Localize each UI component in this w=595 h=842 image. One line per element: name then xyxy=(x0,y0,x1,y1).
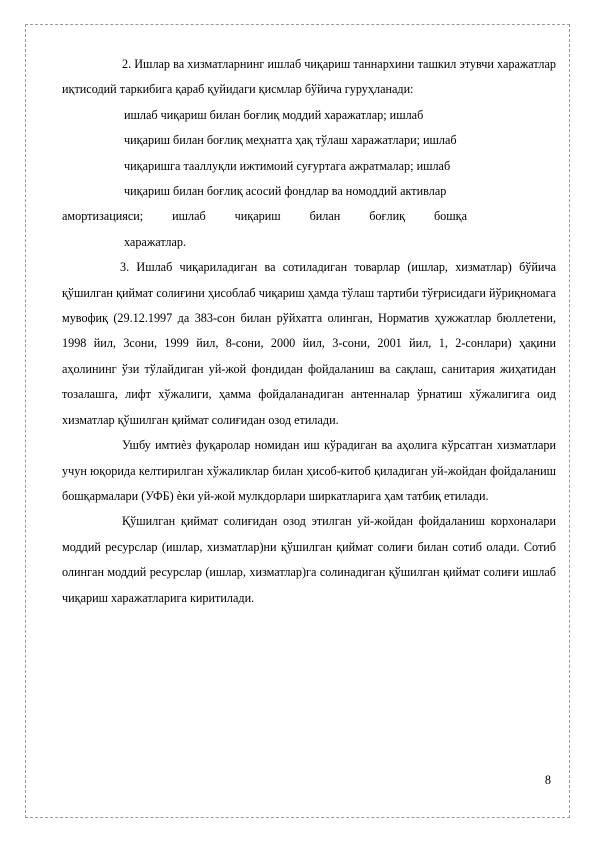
line-word: ишлаб xyxy=(172,209,206,224)
list-item-last: харажатлар. xyxy=(124,234,187,249)
amortization-line xyxy=(62,204,467,229)
paragraph-5: Қўшилган қиймат солиғидан озод этилган уй-жойдан фойдаланиш корхоналари моддий ресурслар (ишлар, хизматлар)ни қўшилган қиймат солиғи билан сотиб олади. Сотиб олинган моддий ресурслар (ишлар, хизматлар)га солинадиган қўшилган қиймат солиғи ишлаб чиқариш харажатларига киритилади. xyxy=(62,514,556,605)
list-item: чиқариш билан боғлиқ асосий фондлар ва номоддий активлар xyxy=(124,184,447,199)
list-item: чиқаришга тааллуқли ижтимоий суғуртага ажратмалар; ишлаб xyxy=(124,158,451,173)
list-item: чиқариш билан боғлиқ меҳнатга ҳақ тўлаш харажатлари; ишлаб xyxy=(124,133,457,148)
list-item: ишлаб чиқариш билан боғлиқ моддий харажатлар; ишлаб xyxy=(124,107,424,122)
page-number: 8 xyxy=(544,773,551,787)
line-word: билан xyxy=(309,209,341,224)
line-word: бошқа xyxy=(433,209,467,224)
paragraph-4: Ушбу имтиѐз фуқаролар номидан иш кўрадиган ва аҳолига кўрсатган хизматлари учун юқорида келтирилган хўжаликлар билан ҳисоб-китоб қиладиган уй-жойдан фойдаланиш бошқармалари (УФБ) ѐки уй-жой мулкдорлари ширкатларига ҳам татбиқ етилади. xyxy=(62,438,556,503)
paragraph-2: 2. Ишлар ва хизматларнинг ишлаб чиқариш таннархини ташкил этувчи харажатлар иқтисодий таркибига қараб қуйидаги қисмлар бўйича гуруҳланади: xyxy=(62,57,556,97)
paragraph-3: 3. Ишлаб чиқариладиган ва сотиладиган товарлар (ишлар, хизматлар) бўйича қўшилган қиймат солиғини ҳисоблаб чиқариш ҳамда тўлаш тартиби тўғрисидаги йўриқномага мувофиқ (29.12.1997 да 383-сон билан рўйхатга олинган, Норматив ҳужжатлар бюллетени, 1998 йил, 3сони, 1999 йил, 8-сони, 2000 йил, 3-сони, 2001 йил, 1, 2-сонлари) ҳақини аҳолининг ўзи тўлайдиган уй-жой фондидан фойдаланиш ва сақлаш, санитария жиҳатидан тозалашга, лифт хўжалиги, ҳамма фойдаланадиган антенналар ўрнатиш хўжалигига оид хизматлар қўшилган қиймат солиғидан озод етилади. xyxy=(62,260,556,427)
document-body xyxy=(62,52,556,611)
line-word: боғлиқ xyxy=(369,209,406,224)
line-word: амортизацияси; xyxy=(62,209,144,224)
line-word: чиқариш xyxy=(234,209,281,224)
